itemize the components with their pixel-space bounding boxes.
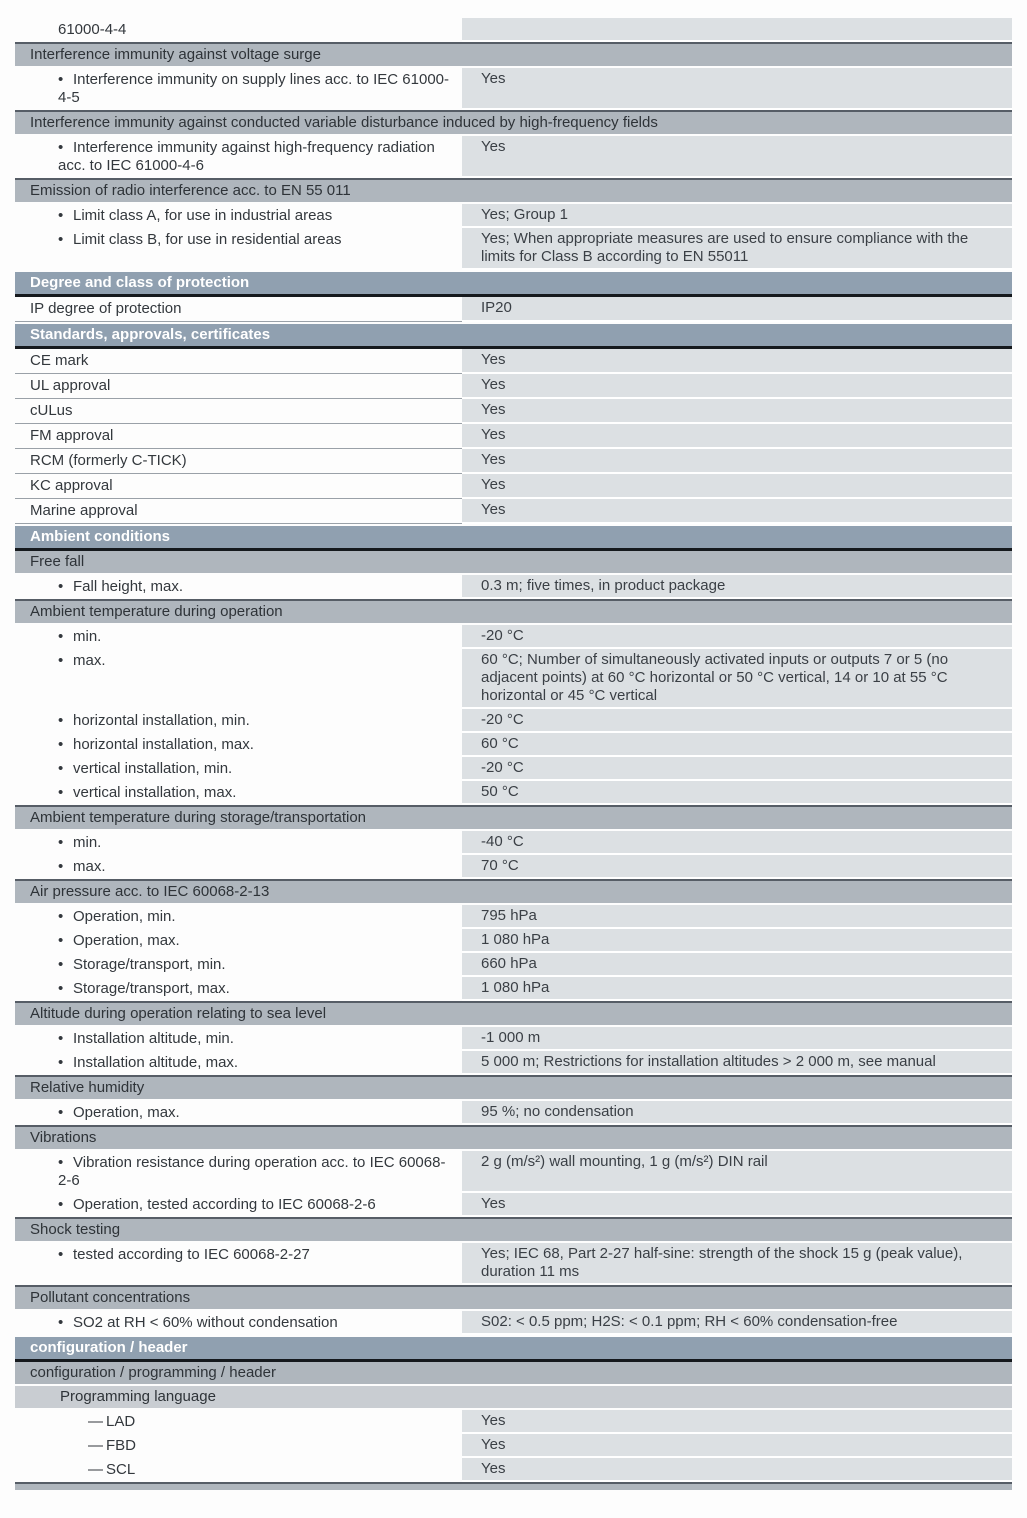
spec-row	[15, 1151, 1012, 1193]
spec-row	[15, 905, 1012, 929]
property-label	[15, 204, 462, 228]
property-label: KC approval	[15, 474, 462, 499]
spec-row	[15, 733, 1012, 757]
spec-row	[15, 1243, 1012, 1285]
subsection-header: Altitude during operation relating to sea level	[15, 1001, 1012, 1025]
property-label-text: Storage/transport, max.	[73, 980, 230, 997]
bullet-icon: •	[58, 858, 64, 875]
property-value: Yes	[462, 499, 1012, 524]
bullet-icon: •	[58, 1246, 64, 1263]
property-label	[15, 1193, 462, 1217]
property-value: 1 080 hPa	[462, 929, 1012, 953]
bullet-icon: •	[58, 956, 64, 973]
property-label-text: SCL	[106, 1461, 136, 1478]
spec-row	[15, 18, 1012, 42]
property-label	[15, 1434, 462, 1458]
property-value: 0.3 m; five times, in product package	[462, 575, 1012, 599]
property-label	[15, 1101, 462, 1125]
property-value: -20 °C	[462, 625, 1012, 649]
property-label-text: Limit class B, for use in residential areas	[73, 231, 342, 248]
property-value: 795 hPa	[462, 905, 1012, 929]
subsection-header: Relative humidity	[15, 1075, 1012, 1099]
property-label-text: Operation, tested according to IEC 60068-2-6	[73, 1196, 376, 1213]
bullet-icon: •	[58, 760, 64, 777]
property-label	[15, 1311, 462, 1335]
spec-row	[15, 68, 1012, 110]
subsection-header: Pollutant concentrations	[15, 1285, 1012, 1309]
subsection-header: Interference immunity against voltage surge	[15, 42, 1012, 66]
spec-row	[15, 1193, 1012, 1217]
bullet-icon: •	[58, 834, 64, 851]
property-label	[15, 1151, 462, 1193]
spec-row	[15, 374, 1012, 399]
property-value: Yes	[462, 424, 1012, 449]
bullet-icon: •	[58, 207, 64, 224]
section-header: configuration / header	[15, 1337, 1012, 1362]
spec-row	[15, 499, 1012, 524]
bullet-icon: •	[58, 71, 64, 88]
property-label-text: Interference immunity against high-frequency radiation acc. to IEC 61000-4-6	[58, 139, 435, 174]
property-label	[15, 905, 462, 929]
property-value	[462, 18, 1012, 42]
spec-row	[15, 136, 1012, 178]
property-value: 2 g (m/s²) wall mounting, 1 g (m/s²) DIN rail	[462, 1151, 1012, 1193]
spec-row	[15, 781, 1012, 805]
dash-icon: —	[88, 1461, 103, 1478]
property-value: Yes	[462, 1458, 1012, 1482]
bullet-icon: •	[58, 139, 64, 156]
property-value: Yes	[462, 399, 1012, 424]
property-value: 50 °C	[462, 781, 1012, 805]
subsection-header: Vibrations	[15, 1125, 1012, 1149]
property-value: Yes; IEC 68, Part 2-27 half-sine: strength of the shock 15 g (peak value), duration 11 ms	[462, 1243, 1012, 1285]
spec-row	[15, 297, 1012, 322]
section-header: Ambient conditions	[15, 526, 1012, 551]
property-label: FM approval	[15, 424, 462, 449]
property-label-text: Fall height, max.	[73, 578, 184, 595]
property-label	[15, 1410, 462, 1434]
property-value: -40 °C	[462, 831, 1012, 855]
property-value: Yes; Group 1	[462, 204, 1012, 228]
subsection-header: Interference immunity against conducted variable disturbance induced by high-frequency fields	[15, 110, 1012, 134]
property-label: cULus	[15, 399, 462, 424]
property-value: 660 hPa	[462, 953, 1012, 977]
bullet-icon: •	[58, 784, 64, 801]
property-label-text: Limit class A, for use in industrial areas	[73, 207, 333, 224]
spec-row	[15, 449, 1012, 474]
property-label	[15, 228, 462, 270]
spec-row	[15, 1051, 1012, 1075]
property-label	[15, 1027, 462, 1051]
spec-row	[15, 977, 1012, 1001]
property-value: Yes	[462, 1193, 1012, 1217]
property-label-text: vertical installation, max.	[73, 784, 237, 801]
spec-row	[15, 625, 1012, 649]
dash-icon: —	[88, 1413, 103, 1430]
property-label	[15, 709, 462, 733]
bullet-icon: •	[58, 1314, 64, 1331]
dash-icon: —	[88, 1437, 103, 1454]
subsubsection-header: Programming language	[15, 1386, 1012, 1408]
subsection-header: Shock testing	[15, 1217, 1012, 1241]
property-label-text: horizontal installation, max.	[73, 736, 254, 753]
partial-next-header-bar	[15, 1482, 1012, 1490]
property-label	[15, 649, 462, 709]
property-label-text: min.	[73, 628, 102, 645]
property-label	[15, 929, 462, 953]
bullet-icon: •	[58, 578, 64, 595]
property-label	[15, 831, 462, 855]
spec-row	[15, 228, 1012, 270]
property-value: Yes	[462, 374, 1012, 399]
property-label-text: Operation, min.	[73, 908, 176, 925]
spec-row	[15, 929, 1012, 953]
property-label-text: max.	[73, 652, 106, 669]
spec-row	[15, 1410, 1012, 1434]
property-label	[15, 953, 462, 977]
property-value: Yes	[462, 349, 1012, 374]
property-label-text: vertical installation, min.	[73, 760, 233, 777]
subsection-header: Emission of radio interference acc. to EN 55 011	[15, 178, 1012, 202]
property-value: Yes; When appropriate measures are used to ensure compliance with the limits for Class B according to EN 55011	[462, 228, 1012, 270]
section-header: Standards, approvals, certificates	[15, 324, 1012, 349]
bullet-icon: •	[58, 231, 64, 248]
spec-row	[15, 474, 1012, 499]
spec-row	[15, 1311, 1012, 1335]
property-label-text: tested according to IEC 60068-2-27	[73, 1246, 310, 1263]
spec-row	[15, 424, 1012, 449]
property-label: IP degree of protection	[15, 297, 462, 322]
bullet-icon: •	[58, 1196, 64, 1213]
property-label: 61000-4-4	[58, 21, 127, 38]
bullet-icon: •	[58, 712, 64, 729]
property-value: 5 000 m; Restrictions for installation altitudes > 2 000 m, see manual	[462, 1051, 1012, 1075]
property-label	[15, 757, 462, 781]
property-label-text: min.	[73, 834, 102, 851]
spec-row	[15, 709, 1012, 733]
bullet-icon: •	[58, 1030, 64, 1047]
property-label	[15, 781, 462, 805]
property-value: -20 °C	[462, 709, 1012, 733]
property-value: Yes	[462, 1410, 1012, 1434]
bullet-icon: •	[58, 736, 64, 753]
property-value: 70 °C	[462, 855, 1012, 879]
property-label-text: LAD	[106, 1413, 136, 1430]
subsection-header: Free fall	[15, 551, 1012, 573]
bullet-icon: •	[58, 1154, 64, 1171]
property-label-text: Vibration resistance during operation acc. to IEC 60068-2-6	[58, 1154, 446, 1189]
spec-row	[15, 855, 1012, 879]
spec-row	[15, 575, 1012, 599]
property-label	[15, 68, 462, 110]
property-label	[15, 136, 462, 178]
spec-row	[15, 1027, 1012, 1051]
property-label-text: SO2 at RH < 60% without condensation	[73, 1314, 338, 1331]
bullet-icon: •	[58, 1054, 64, 1071]
section-header: Degree and class of protection	[15, 272, 1012, 297]
property-label	[15, 1243, 462, 1285]
spec-row	[15, 399, 1012, 424]
property-label	[15, 575, 462, 599]
property-label-text: Operation, max.	[73, 932, 180, 949]
spec-row	[15, 204, 1012, 228]
bullet-icon: •	[58, 652, 64, 669]
property-value: -1 000 m	[462, 1027, 1012, 1051]
property-label-text: Installation altitude, max.	[73, 1054, 239, 1071]
property-label	[15, 977, 462, 1001]
bullet-icon: •	[58, 1104, 64, 1121]
property-label: UL approval	[15, 374, 462, 399]
property-value: 1 080 hPa	[462, 977, 1012, 1001]
bullet-icon: •	[58, 628, 64, 645]
spec-row	[15, 1434, 1012, 1458]
property-value: 95 %; no condensation	[462, 1101, 1012, 1125]
spec-row	[15, 953, 1012, 977]
property-value: 60 °C; Number of simultaneously activated inputs or outputs 7 or 5 (no adjacent points) at 60 °C horizontal or 50 °C vertical, 14 or 10 at 55 °C horizontal or 45 °C vertical	[462, 649, 1012, 709]
property-value: 60 °C	[462, 733, 1012, 757]
spec-row	[15, 831, 1012, 855]
property-value: Yes	[462, 1434, 1012, 1458]
subsection-header: Ambient temperature during storage/transportation	[15, 805, 1012, 829]
property-label-text: Interference immunity on supply lines acc. to IEC 61000-4-5	[58, 71, 450, 106]
subsection-header: Ambient temperature during operation	[15, 599, 1012, 623]
property-label	[15, 733, 462, 757]
property-label	[15, 1051, 462, 1075]
property-value: Yes	[462, 474, 1012, 499]
spec-row	[15, 757, 1012, 781]
property-label	[15, 855, 462, 879]
property-label-text: Installation altitude, min.	[73, 1030, 234, 1047]
specification-table	[15, 18, 1012, 1490]
spec-row	[15, 349, 1012, 374]
property-label	[15, 625, 462, 649]
property-value: -20 °C	[462, 757, 1012, 781]
property-value: Yes	[462, 68, 1012, 110]
property-label-text: Storage/transport, min.	[73, 956, 226, 973]
property-label-text: max.	[73, 858, 106, 875]
property-value: IP20	[462, 297, 1012, 322]
property-label-text: Operation, max.	[73, 1104, 180, 1121]
property-label-text: FBD	[106, 1437, 136, 1454]
bullet-icon: •	[58, 932, 64, 949]
property-value: Yes	[462, 449, 1012, 474]
subsection-header: configuration / programming / header	[15, 1362, 1012, 1384]
subsection-header: Air pressure acc. to IEC 60068-2-13	[15, 879, 1012, 903]
spec-row	[15, 1101, 1012, 1125]
property-label: RCM (formerly C-TICK)	[15, 449, 462, 474]
bullet-icon: •	[58, 908, 64, 925]
property-label	[15, 1458, 462, 1482]
property-label: CE mark	[15, 349, 462, 374]
property-label-text: horizontal installation, min.	[73, 712, 250, 729]
property-value: Yes	[462, 136, 1012, 178]
spec-row	[15, 649, 1012, 709]
property-value: S02: < 0.5 ppm; H2S: < 0.1 ppm; RH < 60% condensation-free	[462, 1311, 1012, 1335]
property-label: Marine approval	[15, 499, 462, 524]
spec-row	[15, 1458, 1012, 1482]
bullet-icon: •	[58, 980, 64, 997]
